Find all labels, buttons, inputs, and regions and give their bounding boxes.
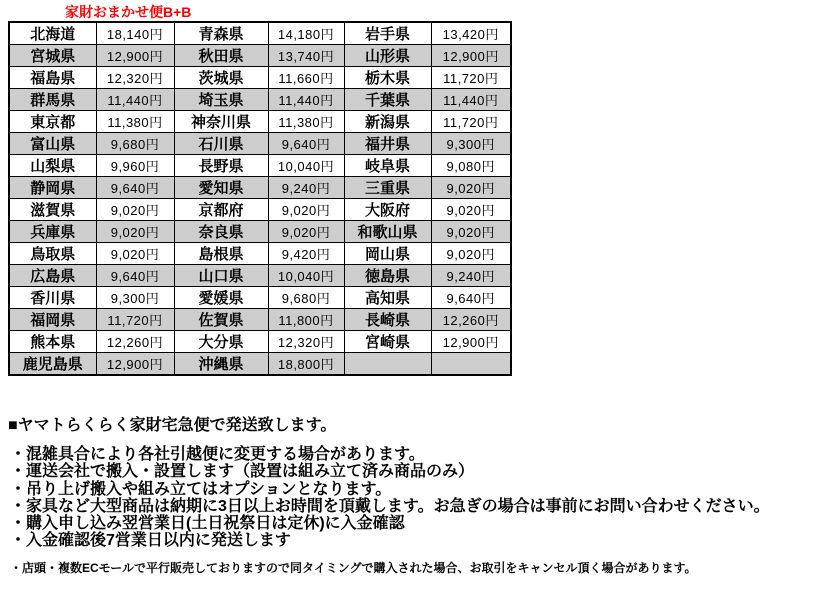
price-cell: [431, 353, 511, 376]
price-cell: 9,240円: [268, 177, 344, 199]
table-row: [9, 287, 511, 309]
page-title: 家財おまかせ便B+B: [65, 4, 192, 20]
prefecture-cell: 佐賀県: [174, 309, 268, 331]
price-cell: 11,440円: [96, 89, 174, 111]
prefecture-cell: 宮崎県: [344, 331, 431, 353]
prefecture-cell: 長野県: [174, 155, 268, 177]
table-row: [9, 331, 511, 353]
prefecture-cell: 広島県: [9, 265, 96, 287]
price-cell: 13,420円: [431, 22, 511, 45]
shipping-notes: [8, 412, 818, 576]
prefecture-cell: 岐阜県: [344, 155, 431, 177]
price-cell: 11,720円: [431, 111, 511, 133]
price-cell: 9,020円: [268, 221, 344, 243]
price-cell: 9,640円: [268, 133, 344, 155]
price-cell: 9,240円: [431, 265, 511, 287]
table-row: [9, 133, 511, 155]
table-row: [9, 177, 511, 199]
prefecture-cell: 奈良県: [174, 221, 268, 243]
price-cell: 11,380円: [96, 111, 174, 133]
price-cell: 9,300円: [96, 287, 174, 309]
price-cell: 11,660円: [268, 67, 344, 89]
price-cell: 9,020円: [96, 243, 174, 265]
prefecture-cell: 愛媛県: [174, 287, 268, 309]
prefecture-cell: 高知県: [344, 287, 431, 309]
price-cell: 9,300円: [431, 133, 511, 155]
prefecture-cell: 千葉県: [344, 89, 431, 111]
prefecture-cell: 山形県: [344, 45, 431, 67]
table-row: [9, 155, 511, 177]
prefecture-cell: 鹿児島県: [9, 353, 96, 376]
prefecture-cell: 東京都: [9, 111, 96, 133]
shipping-table-body: [9, 22, 511, 375]
price-cell: 12,900円: [431, 45, 511, 67]
table-row: [9, 221, 511, 243]
price-cell: 9,020円: [431, 177, 511, 199]
prefecture-cell: 島根県: [174, 243, 268, 265]
price-cell: 12,900円: [96, 45, 174, 67]
table-row: [9, 199, 511, 221]
prefecture-cell: 神奈川県: [174, 111, 268, 133]
price-cell: 12,260円: [431, 309, 511, 331]
price-cell: 11,380円: [268, 111, 344, 133]
prefecture-cell: 兵庫県: [9, 221, 96, 243]
prefecture-cell: 徳島県: [344, 265, 431, 287]
prefecture-cell: 香川県: [9, 287, 96, 309]
prefecture-cell: 茨城県: [174, 67, 268, 89]
price-cell: 11,440円: [431, 89, 511, 111]
price-cell: 12,260円: [96, 331, 174, 353]
price-cell: 9,420円: [268, 243, 344, 265]
note-item: ・吊り上げ搬入や組み立てはオプションとなります。: [10, 480, 392, 498]
notes-heading: ■ヤマトらくらく家財宅急便で発送致します。: [8, 417, 337, 434]
price-cell: 9,640円: [96, 177, 174, 199]
table-row: [9, 22, 511, 45]
price-cell: 9,020円: [431, 221, 511, 243]
table-row: [9, 111, 511, 133]
price-cell: 10,040円: [268, 155, 344, 177]
price-cell: 9,640円: [96, 265, 174, 287]
prefecture-cell: 富山県: [9, 133, 96, 155]
notes-footnote: ・店頭・複数ECモールで平行販売しておりますので同タイミングで購入された場合、お取引をキャンセル頂く場合があります。: [10, 560, 697, 575]
prefecture-cell: 群馬県: [9, 89, 96, 111]
price-cell: 9,640円: [431, 287, 511, 309]
note-item: ・入金確認後7営業日以内に発送します: [10, 532, 291, 550]
table-row: [9, 45, 511, 67]
table-row: [9, 89, 511, 111]
prefecture-cell: 宮城県: [9, 45, 96, 67]
price-cell: 11,800円: [268, 309, 344, 331]
prefecture-cell: 石川県: [174, 133, 268, 155]
price-cell: 9,080円: [431, 155, 511, 177]
price-cell: 9,020円: [268, 199, 344, 221]
prefecture-cell: 滋賀県: [9, 199, 96, 221]
price-cell: 13,740円: [268, 45, 344, 67]
price-cell: 9,020円: [431, 199, 511, 221]
prefecture-cell: 長崎県: [344, 309, 431, 331]
price-cell: 9,020円: [431, 243, 511, 265]
price-cell: 11,720円: [431, 67, 511, 89]
price-cell: 18,140円: [96, 22, 174, 45]
prefecture-cell: 和歌山県: [344, 221, 431, 243]
note-item: ・家具など大型商品は納期に3日以上お時間を頂戴します。お急ぎの場合は事前にお問い合わせください。: [10, 497, 770, 515]
price-cell: 9,680円: [268, 287, 344, 309]
prefecture-cell: 福井県: [344, 133, 431, 155]
price-cell: 9,680円: [96, 133, 174, 155]
shipping-fee-table: [8, 21, 512, 376]
note-item: ・混雑具合により各社引越便に変更する場合があります。: [10, 446, 425, 463]
prefecture-cell: 岡山県: [344, 243, 431, 265]
price-cell: 11,720円: [96, 309, 174, 331]
price-cell: 14,180円: [268, 22, 344, 45]
prefecture-cell: 山口県: [174, 265, 268, 287]
price-cell: 18,800円: [268, 353, 344, 376]
prefecture-cell: 熊本県: [9, 331, 96, 353]
price-cell: 9,020円: [96, 221, 174, 243]
prefecture-cell: 三重県: [344, 177, 431, 199]
table-row: [9, 353, 511, 376]
prefecture-cell: 鳥取県: [9, 243, 96, 265]
prefecture-cell: 大阪府: [344, 199, 431, 221]
prefecture-cell: [344, 353, 431, 376]
prefecture-cell: 福島県: [9, 67, 96, 89]
price-cell: 12,900円: [96, 353, 174, 376]
prefecture-cell: 北海道: [9, 22, 96, 45]
price-cell: 11,440円: [268, 89, 344, 111]
table-row: [9, 67, 511, 89]
prefecture-cell: 新潟県: [344, 111, 431, 133]
prefecture-cell: 沖縄県: [174, 353, 268, 376]
prefecture-cell: 京都府: [174, 199, 268, 221]
note-item: ・運送会社で搬入・設置します（設置は組み立て済み商品のみ）: [10, 463, 475, 481]
prefecture-cell: 愛知県: [174, 177, 268, 199]
price-cell: 9,020円: [96, 199, 174, 221]
price-cell: 12,900円: [431, 331, 511, 353]
note-item: ・購入申し込み翌営業日(土日祝祭日は定休)に入金確認: [10, 515, 405, 533]
prefecture-cell: 秋田県: [174, 45, 268, 67]
prefecture-cell: 埼玉県: [174, 89, 268, 111]
price-cell: 12,320円: [96, 67, 174, 89]
prefecture-cell: 静岡県: [9, 177, 96, 199]
prefecture-cell: 山梨県: [9, 155, 96, 177]
table-row: [9, 309, 511, 331]
table-row: [9, 243, 511, 265]
price-cell: 9,960円: [96, 155, 174, 177]
table-row: [9, 265, 511, 287]
notes-list: [8, 446, 818, 550]
price-cell: 10,040円: [268, 265, 344, 287]
price-cell: 12,320円: [268, 331, 344, 353]
prefecture-cell: 岩手県: [344, 22, 431, 45]
prefecture-cell: 福岡県: [9, 309, 96, 331]
prefecture-cell: 栃木県: [344, 67, 431, 89]
prefecture-cell: 大分県: [174, 331, 268, 353]
prefecture-cell: 青森県: [174, 22, 268, 45]
